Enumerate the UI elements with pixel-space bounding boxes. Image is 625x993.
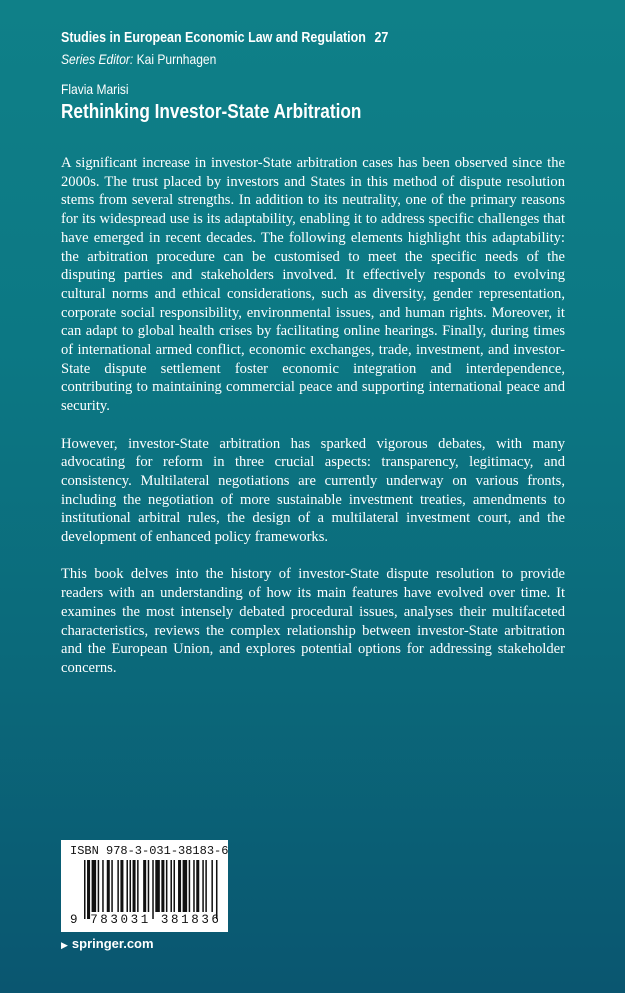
series-volume: 27 (374, 30, 389, 46)
blurb-paragraph: A significant increase in investor-State arbitration cases has been observed since the 2000s. The trust placed by investors and States in this method of dispute resolution stems from several strengths. In addition to its neutrality, one of the primary reasons for its widespread use is its adaptability, enabling it to address specific challenges that have emerged in recent decades. The following elements highlight this adaptability: the arbitration procedure can be customised to meet the specific needs of the disputing parties and stakeholders involved. It effectively responds to evolving cultural norms and ethical considerations, such as diversity, gender representation, corporate social responsibility, environmental issues, and human rights. Moreover, it can adapt to global health crises by facilitating online hearings. Finally, during times of international armed conflict, economic exchanges, trade, investment, and investor-State dispute settlement foster economic integration and interdependence, contributing to maintaining commercial peace and supporting international peace and security. (61, 155, 565, 415)
barcode-bar (130, 860, 132, 912)
barcode-bar (152, 860, 154, 919)
series-name: Studies in European Economic Law and Regulation (61, 30, 366, 46)
blurb (61, 154, 565, 696)
barcode-bar (166, 860, 168, 912)
series-editor (61, 51, 216, 67)
barcode-bar (161, 860, 164, 912)
blurb-paragraph: This book delves into the history of investor-State dispute resolution to provide readers with an understanding of how its main features have evolved over time. It examines the most intensely debated procedural issues, analyses their multifaceted characteristics, reviews the complex relationship between investor-State arbitration and the European Union, and explores potential options for addressing stakeholder concerns. (61, 566, 565, 676)
barcode-bar (120, 860, 123, 912)
barcode-digits: 9 783031 381836 (70, 913, 222, 927)
barcode-bar (133, 860, 136, 912)
barcode-bar (143, 860, 146, 912)
series-title (61, 30, 388, 46)
barcode-bar (205, 860, 207, 912)
barcode-bar (193, 860, 195, 912)
book-title: Rethinking Investor-State Arbitration (61, 101, 362, 123)
barcode-bar (189, 860, 191, 912)
barcode-bar (137, 860, 139, 912)
barcode-bar (92, 860, 97, 912)
barcode-bar (98, 860, 100, 912)
barcode-bar (178, 860, 181, 912)
barcode-bar (117, 860, 119, 912)
barcode-bar (155, 860, 160, 912)
barcode-bar (126, 860, 128, 912)
barcode-bar (87, 860, 90, 919)
play-triangle-icon: ▶ (61, 940, 68, 950)
barcode-bar (173, 860, 175, 912)
barcode-bar (183, 860, 188, 912)
blurb-paragraph: However, investor-State arbitration has sparked vigorous debates, with many advocating for reform in three crucial aspects: transparency, legitimacy, and consistency. Multilateral negotiations are currently underway on various fronts, including the negotiation of more sustainable investment treaties, amendments to institutional arbitral rules, the design of a multilateral investment court, and the development of enhanced policy frameworks. (61, 435, 565, 546)
barcode-bar (84, 860, 86, 919)
barcode-bar (148, 860, 150, 912)
barcode-bar (216, 860, 218, 919)
barcode-bar (202, 860, 204, 912)
barcode-bar (107, 860, 110, 912)
publisher-website: springer.com (71, 936, 154, 951)
editor-label: Series Editor: (61, 51, 134, 67)
publisher-link[interactable] (61, 936, 154, 951)
editor-name: Kai Purnhagen (136, 51, 217, 67)
barcode-bar (102, 860, 104, 912)
barcode-bar (211, 860, 213, 912)
barcode-bars (84, 860, 219, 919)
barcode-bar (111, 860, 113, 912)
author-name: Flavia Marisi (61, 81, 129, 97)
barcode-bar (170, 860, 172, 912)
barcode-bar (196, 860, 199, 912)
isbn-label: ISBN 978-3-031-38183-6 (70, 844, 229, 858)
barcode (61, 840, 228, 932)
